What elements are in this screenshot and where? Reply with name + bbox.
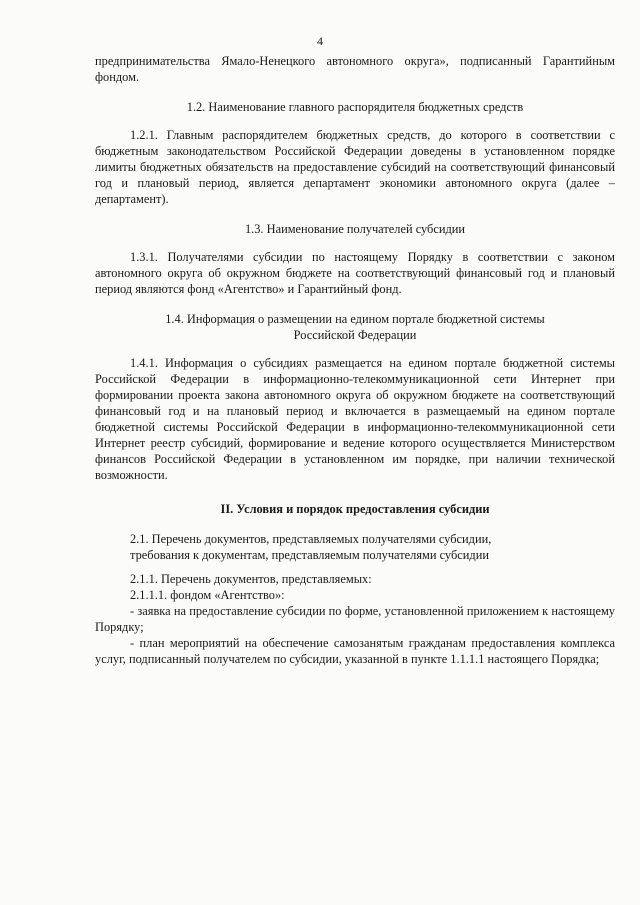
list-item-application: - заявка на предоставление субсидии по форме, установленной приложением к настоящему Порядку;	[95, 604, 615, 634]
heading-2-1-line-1: 2.1. Перечень документов, представляемых получателями субсидии,	[130, 532, 492, 546]
section-2-title: II. Условия и порядок предоставления субсидии	[220, 502, 490, 516]
paragraph-2-1-1-1: 2.1.1.1. фондом «Агентство»:	[130, 588, 285, 602]
heading-2-1-line-2: требования к документам, представляемым получателями субсидии	[130, 548, 489, 562]
paragraph-1-2-1: 1.2.1. Главным распорядителем бюджетных средств, до которого в соответствии с бюджетным законодательством Российской Федерации доведены в установленном порядке лимиты бюджетных обязательств на предоставление субсидий на соответствующий финансовый год и плановый период, является департамент экономики автономного округа (далее – департамент).	[95, 128, 615, 206]
heading-1-4-line-1: 1.4. Информация о размещении на едином портале бюджетной системы	[165, 312, 545, 326]
heading-1-4-line-2: Российской Федерации	[293, 328, 417, 342]
document-body	[95, 53, 615, 667]
heading-1-4	[95, 311, 615, 343]
list-item-action-plan: - план мероприятий на обеспечение самозанятым гражданам предоставления комплекса услуг, подписанный получателем по субсидии, указанной в пункте 1.1.1.1 настоящего Порядка;	[95, 636, 615, 666]
heading-2-1	[130, 531, 615, 563]
paragraph-1-3-1: 1.3.1. Получателями субсидии по настоящему Порядку в соответствии с законом автономного округа об окружном бюджете на соответствующий финансовый год и плановый период являются фонд «Агентство» и Гарантийный фонд.	[95, 250, 615, 296]
paragraph-continuation: предпринимательства Ямало-Ненецкого автономного округа», подписанный Гарантийным фондом.	[95, 54, 615, 84]
paragraph-2-1-1: 2.1.1. Перечень документов, представляемых:	[130, 572, 372, 586]
paragraph-1-4-1: 1.4.1. Информация о субсидиях размещается на едином портале бюджетной системы Российской Федерации в информационно-телекоммуникационной сети Интернет при формировании проекта закона автономного округа об окружном бюджете на соответствующий финансовый год и на плановый период и включается в размещаемый на едином портале бюджетной системы Российской Федерации в информационно-телекоммуникационной сети Интернет реестр субсидий, формирование и ведение которого осуществляется Министерством финансов Российской Федерации в установленном им порядке, при наличии технической возможности.	[95, 356, 615, 482]
heading-1-2: 1.2. Наименование главного распорядителя бюджетных средств	[186, 100, 524, 114]
page-number: 4	[317, 34, 323, 48]
heading-1-3: 1.3. Наименование получателей субсидии	[244, 222, 466, 236]
